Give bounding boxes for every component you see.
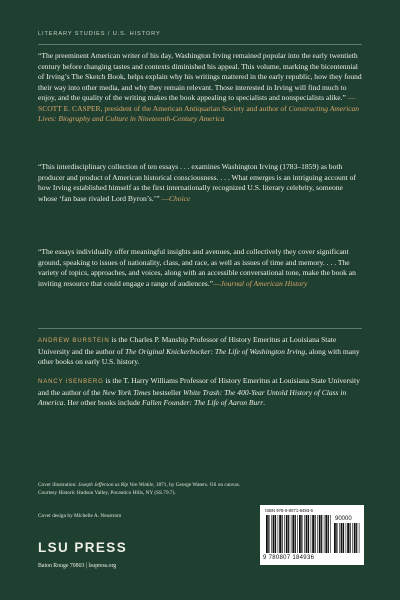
review-quote-1 <box>38 51 364 125</box>
credit-text: Cover illustration: <box>38 482 79 488</box>
cover-credits <box>38 482 258 497</box>
author-book-title: Fallen Founder: The Life of Aaron Burr <box>141 398 264 407</box>
newspaper-title: New York Times <box>102 387 151 397</box>
author-bio-text: is the Charles P. Manship Professor of History Emeritus at Louisiana State University and the author of <box>38 335 337 356</box>
cover-design-credit: Cover design by Michelle A. Neustrom <box>38 513 122 519</box>
author-bio-text: . <box>263 398 266 407</box>
author-bio-text: . Her other books include <box>63 398 142 407</box>
quote-attribution: —SCOTT E. CASPER, president of the American Antiquarian Society and author of <box>38 93 356 113</box>
credit-courtesy: Courtesy Historic Hudson Valley, Pocantico Hills, NY (SS.79.7). <box>38 489 176 496</box>
barcode-bars <box>266 515 332 555</box>
quote-attribution-work: Journal of American History <box>220 278 308 288</box>
author-book-title: White Trash: The 400-Year Untold History of Class in America <box>38 387 347 407</box>
barcode <box>260 505 364 565</box>
author-book-title: The Original Knickerbocker: The Life of Washington Irving <box>124 346 306 356</box>
isbn-digits: 9 780807 184936 <box>263 555 315 561</box>
publisher-address: Baton Rouge 70803 | lsupress.org <box>38 563 117 569</box>
painting-title: Joseph Jefferson as Rip Van Winkle <box>78 482 154 488</box>
quote-attribution-work: Choice <box>169 193 191 203</box>
quote-text: “The essays individually offer meaningful insights and avenues, and collectively they cover significant ground, speaking to issues of nationality, class, and race, as well as issues of time and memory. . . . The variety of topics, approaches, and voices, along with an accessible conversational tone, make the book an inviting resource that could engage a range of audiences.” <box>38 247 356 288</box>
review-quote-2 <box>38 162 364 204</box>
review-quote-3 <box>38 247 364 289</box>
author-name: NANCY ISENBERG <box>38 378 104 385</box>
author-bio-burstein <box>38 335 364 368</box>
author-bio-text: is the T. Harry Williams Professor of History Emeritus at Louisiana State University and the author of the <box>38 376 360 397</box>
quote-text: “The preeminent American writer of his day, Washington Irving remained popular into the early twentieth century before changing tastes and contexts diminished his appeal. This volume, marking the bicentennial of Irving’s The Sketch Book, helps explain why his writings mattered in the early republic, how they found their way into other media, and why they remain relevant. Those interested in Irving will find much to enjoy, and the quality of the writing makes the book appealing to specialists and nonspecialists alike.” <box>38 51 362 102</box>
top-divider <box>38 44 362 45</box>
quote-attribution-work: Constructing American Lives: Biography and Culture in Nineteenth-Century America <box>38 103 360 123</box>
publisher-logo: LSU PRESS <box>38 540 128 555</box>
quote-attribution: — <box>212 278 221 288</box>
author-bio-isenberg <box>38 376 364 409</box>
author-bio-text: bestseller <box>150 387 183 397</box>
isbn-label: ISBN 978-0-8071-8493-6 <box>265 508 314 513</box>
quote-text: “This interdisciplinary collection of ten essays . . . examines Washington Irving (1783–1859) as both producer and product of American historical consciousness. . . . What emerges is an intriguing account of how Irving established himself as the first internationally recognized U.S. literary celebrity, someone whose ‘fan base rivaled Lord Byron’s.’” <box>38 162 356 203</box>
category-label: LITERARY STUDIES / U.S. HISTORY <box>38 31 161 37</box>
quote-attribution: — <box>161 193 169 203</box>
author-name: ANDREW BURSTEIN <box>38 337 110 344</box>
middle-divider <box>38 328 362 329</box>
credit-text: , 1871, by George Waters. Oil on canvas. <box>153 482 241 488</box>
price-barcode-bars <box>334 523 360 555</box>
author-bio-text: , along with many other books on early U.S. history. <box>38 346 360 366</box>
price-code: 90000 <box>335 516 352 522</box>
